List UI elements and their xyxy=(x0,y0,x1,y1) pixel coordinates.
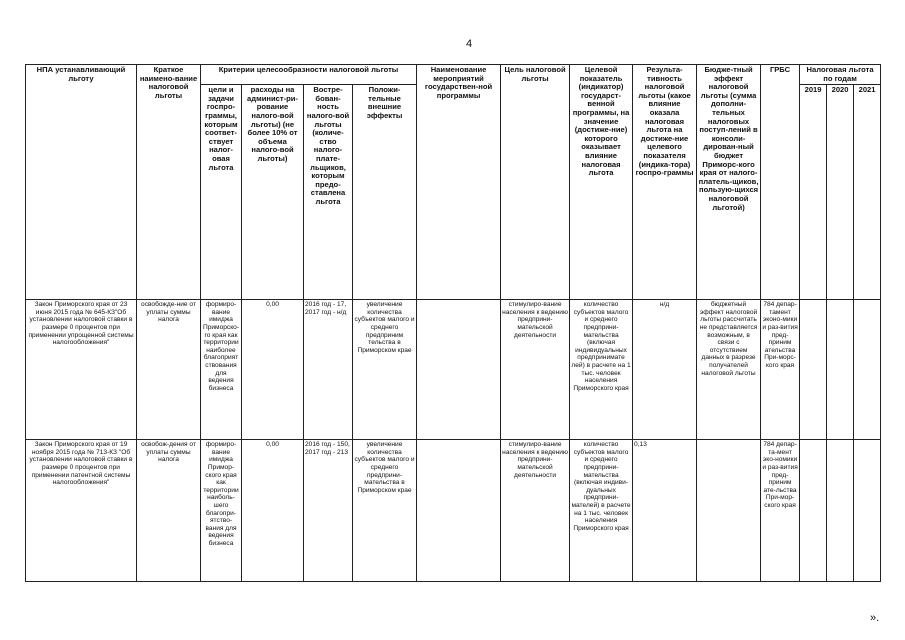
cell-2021 xyxy=(854,440,881,582)
table-row xyxy=(26,440,881,582)
cell-goals: формиро-вание имиджа Приморско-го края как территории наиболее благоприят ствования для ведения бизнеса xyxy=(201,300,242,440)
cell-goals: формиро-вание имиджа Примор-ского края как территории наиболь-шего благопри-ятство-вания для ведения бизнеса xyxy=(201,440,242,582)
cell-2020 xyxy=(827,300,854,440)
header-result: Результа-тивность налоговой льготы (какое влияние оказала налоговая льгота на достиже-ние целевого показателя (индика-тора) госпро-граммы xyxy=(633,65,697,300)
header-short-name: Краткое наимено-вание налоговой льготы xyxy=(137,65,201,300)
cell-expenses: 0,00 xyxy=(242,300,304,440)
cell-2019 xyxy=(800,440,827,582)
header-measures: Наименование мероприятий государствен-ной программы xyxy=(417,65,501,300)
cell-effects: увеличение количества субъектов малого и среднего предприни-мательства в Приморском крае xyxy=(353,440,417,582)
closing-quote: ». xyxy=(870,612,880,624)
header-year-2020: 2020 xyxy=(827,85,854,300)
cell-short-name: освобож-дения от уплаты суммы налога xyxy=(137,440,201,582)
header-crit-goals: цели и задачи госпро-граммы, которым соответ-ствует налог-овая льгота xyxy=(201,85,242,300)
cell-measures xyxy=(417,300,501,440)
cell-demand: 2016 год - 17, 2017 год - н/д xyxy=(304,300,353,440)
cell-budget: бюджетный эффект налоговой льготы рассчитать не представляется возможным, в связи с отсутствием данных в разрезе получателей налоговой льготы xyxy=(697,300,761,440)
header-indicator: Целевой показатель (индикатор) государст-венной программы, на значение (достиже-ние) которого оказывает влияние налоговая льгота xyxy=(570,65,633,300)
header-budget: Бюдже-тный эффект налоговой льготы (сумма дополни-тельных налоговых поступ-лений в консоли-дирован-ный бюджет Приморс-кого края от налого-платель-щиков, пользую-щихся налоговой льготой) xyxy=(697,65,761,300)
cell-grbs: 784 депар-тамент эконо-мики и раз-вития пред-приним ательства При-морс-кого края xyxy=(761,300,800,440)
cell-npa: Закон Приморского края от 23 июня 2015 года № 645-КЗ"Об установлении налоговой ставки в размере 0 процентов при применении упрощенной системы налогообложения" xyxy=(26,300,137,440)
cell-short-name: освобожде-ние от уплаты суммы налога xyxy=(137,300,201,440)
cell-result: н/д xyxy=(633,300,697,440)
cell-demand: 2016 год - 150, 2017 год - 213 xyxy=(304,440,353,582)
cell-goal: стимулиро-вание населения к ведению предприни-мательской деятельности xyxy=(501,300,570,440)
header-year-2019: 2019 xyxy=(800,85,827,300)
cell-budget xyxy=(697,440,761,582)
header-criteria: Критерии целесообразности налоговой льготы xyxy=(201,65,417,85)
cell-2019 xyxy=(800,300,827,440)
cell-measures xyxy=(417,440,501,582)
page-number: 4 xyxy=(466,38,473,50)
header-grbs: ГРБС xyxy=(761,65,800,300)
table-row xyxy=(26,300,881,440)
header-year-2021: 2021 xyxy=(854,85,881,300)
cell-expenses: 0,00 xyxy=(242,440,304,582)
header-crit-demand: Востре-бован-ность налого-вой льготы (количе-ство налого-плате-льщиков, которым предо-ставлена льгота xyxy=(304,85,353,300)
cell-effects: увеличение количества субъектов малого и среднего предприним тельства в Приморском крае xyxy=(353,300,417,440)
cell-indicator: количество субъектов малого и среднего предприни-мательства (включая индивидуальных предпринимате лей) в расчете на 1 тыс. человек населения Приморского края xyxy=(570,300,633,440)
header-crit-effects: Положи-тельные внешние эффекты xyxy=(353,85,417,300)
cell-2020 xyxy=(827,440,854,582)
cell-grbs: 784 депар-та-мент эко-номики и раз-вития пред-приним ате-льства При-мор-ского края xyxy=(761,440,800,582)
header-goal: Цель налоговой льготы xyxy=(501,65,570,300)
header-by-years: Налоговая льгота по годам xyxy=(800,65,881,85)
header-crit-expenses: расходы на админист-ри-рование налого-вой льготы) (не более 10% от объема налого-вой льготы) xyxy=(242,85,304,300)
cell-2021 xyxy=(854,300,881,440)
header-npa: НПА устанавливающий льготу xyxy=(26,65,137,300)
cell-npa: Закон Приморского края от 19 ноября 2015 года № 713-КЗ "Об установлении налоговой ставки в размере 0 процентов при применении патентной системы налогообложения" xyxy=(26,440,137,582)
cell-indicator: количество субъектов малого и среднего предприни-мательства (включая индиви-дуальных предприни-мателей) в расчете на 1 тыс. человек населения Приморского края xyxy=(570,440,633,582)
cell-goal: стимулиро-вание населения к ведению предприни-мательской деятельности xyxy=(501,440,570,582)
cell-result: 0,13 xyxy=(633,440,697,582)
tax-benefit-table xyxy=(25,64,881,582)
